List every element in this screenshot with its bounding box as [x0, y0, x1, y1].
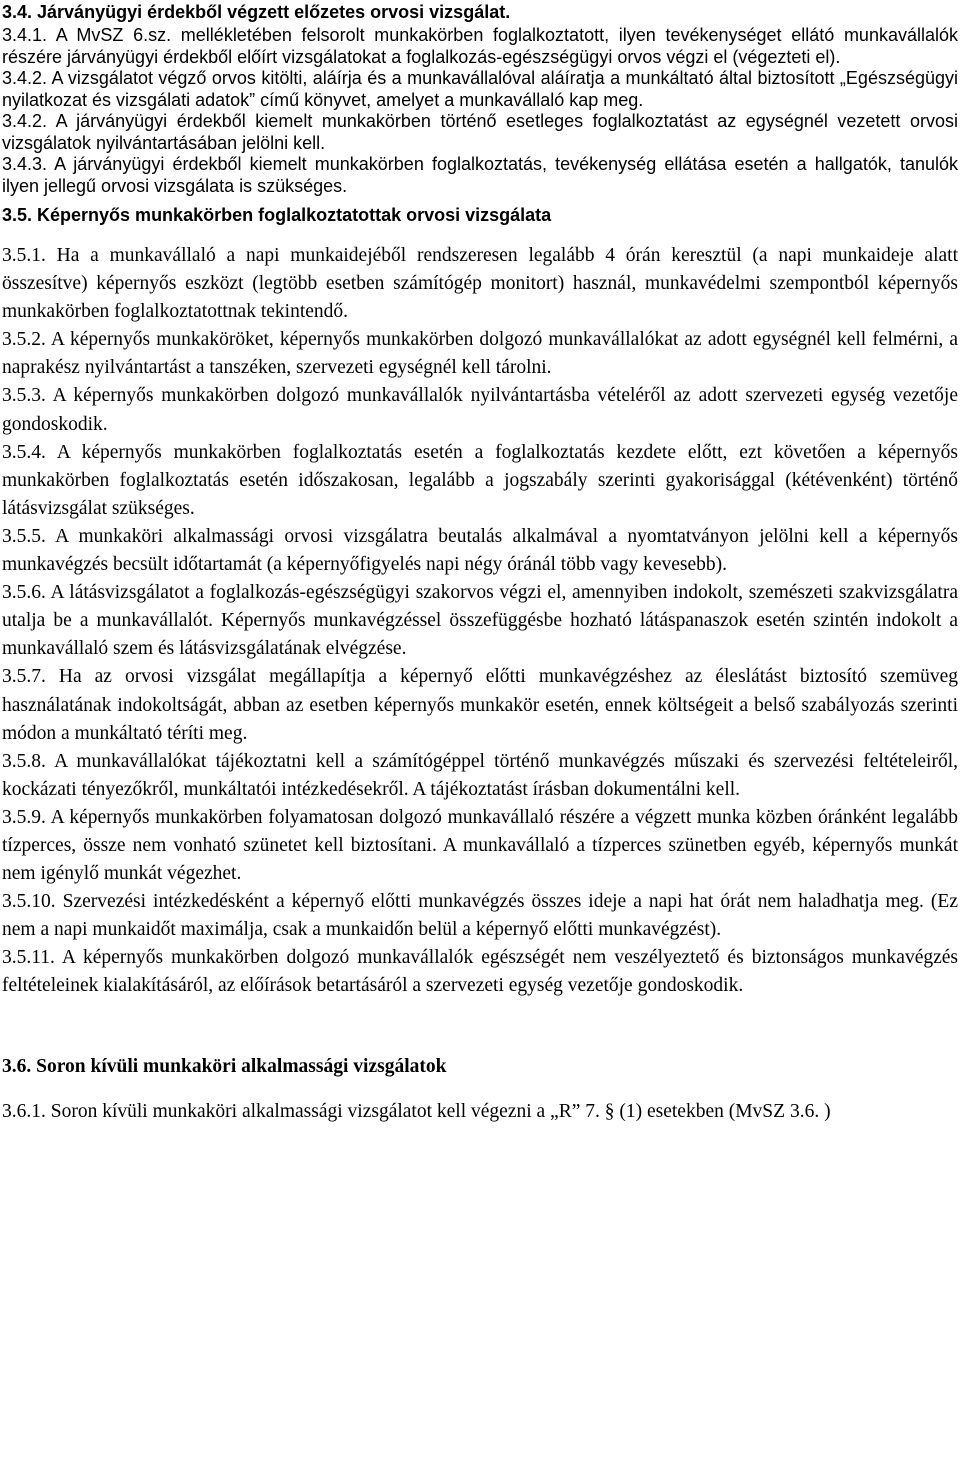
paragraph-3-4-1: 3.4.1. A MvSZ 6.sz. mellékletében felsorolt munkakörben foglalkoztatott, ilyen tevékenységet ellátó munkavállalók részére járványügyi érdekből előírt vizsgálatokat a foglalkozás-egészségügyi orvos végzi el (végezteti el).	[2, 25, 958, 67]
paragraph-3-6-1: 3.6.1. Soron kívüli munkaköri alkalmassági vizsgálatot kell végezni a „R” 7. § (1) esetekben (MvSZ 3.6. )	[2, 1100, 831, 1122]
paragraph-3-5-6: 3.5.6. A látásvizsgálatot a foglalkozás-egészségügyi szakorvos végzi el, amennyiben indokolt, szemészeti szakvizsgálatra utalja be a munkavállalót. Képernyős munkavégzéssel összefüggésbe hozható látáspanaszok esetén szintén indokolt a munkavállaló szem és látásvizsgálatának elvégzése.	[2, 582, 958, 660]
document-page	[2, 0, 958, 1126]
section-heading-3-4: 3.4. Járványügyi érdekből végzett előzetes orvosi vizsgálat.	[2, 2, 511, 22]
paragraph-3-5-8: 3.5.8. A munkavállalókat tájékoztatni kell a számítógéppel történő munkavégzés műszaki és szervezési feltételeiről, kockázati tényezőkről, munkáltatói intézkedésekről. A tájékoztatást írásban dokumentálni kell.	[2, 750, 958, 800]
paragraph-3-4-2-b: 3.4.2. A járványügyi érdekből kiemelt munkakörben történő esetleges foglalkoztatást az egységnél vezetett orvosi vizsgálatok nyilvántartásában jelölni kell.	[2, 111, 958, 153]
paragraph-3-4-3: 3.4.3. A járványügyi érdekből kiemelt munkakörben foglalkoztatás, tevékenység ellátása esetén a hallgatók, tanulók ilyen jellegű orvosi vizsgálata is szükséges.	[2, 154, 958, 196]
paragraph-3-5-10: 3.5.10. Szervezési intézkedésként a képernyő előtti munkavégzés összes ideje a napi hat órát nem haladhatja meg. (Ez nem a napi munkaidőt maximálja, csak a munkaidőn belül a képernyő előtti munkavégzést).	[2, 891, 958, 941]
paragraph-3-5-4: 3.5.4. A képernyős munkakörben foglalkoztatás esetén a foglalkoztatás kezdete előtt, ezt követően a képernyős munkakörben foglalkoztatás esetén időszakosan, legalább a jogszabály szerinti gyakorisággal (kétévenként) történő látásvizsgálat szükséges.	[2, 441, 958, 519]
section-heading-3-5: 3.5. Képernyős munkakörben foglalkoztatottak orvosi vizsgálata	[2, 205, 552, 225]
section-3-5-items	[2, 242, 958, 1001]
section-heading-3-6: 3.6. Soron kívüli munkaköri alkalmassági vizsgálatok	[2, 1055, 447, 1077]
paragraph-3-5-1: 3.5.1. Ha a munkavállaló a napi munkaidejéből rendszeresen legalább 4 órán keresztül (a napi munkaideje alatt összesítve) képernyős eszközt (legtöbb esetben számítógép monitort) használ, munkavédelmi szempontból képernyős munkakörben foglalkoztatottnak tekintendő.	[2, 245, 958, 323]
paragraph-3-4-2: 3.4.2. A vizsgálatot végző orvos kitölti, aláírja és a munkavállalóval aláíratja a munkáltató által biztosított „Egészségügyi nyilatkozat és vizsgálati adatok” című könyvet, amelyet a munkavállaló kap meg.	[2, 68, 958, 110]
paragraph-3-5-3: 3.5.3. A képernyős munkakörben dolgozó munkavállalók nyilvántartásba vételéről az adott szervezeti egység vezetője gondoskodik.	[2, 385, 958, 435]
paragraph-3-5-2: 3.5.2. A képernyős munkaköröket, képernyős munkakörben dolgozó munkavállalókat az adott egységnél kell felmérni, a naprakész nyilvántartást a tanszéken, szervezeti egységnél kell tárolni.	[2, 329, 958, 379]
paragraph-3-5-9: 3.5.9. A képernyős munkakörben folyamatosan dolgozó munkavállaló részére a végzett munka közben óránként legalább tízperces, össze nem vonható szünetet kell biztosítani. A munkavállaló a tízperces szünetben egyéb, képernyős munkát nem igénylő munkát végezhet.	[2, 806, 958, 885]
paragraph-3-5-11: 3.5.11. A képernyős munkakörben dolgozó munkavállalók egészségét nem veszélyeztető és biztonságos munkavégzés feltételeinek kialakításáról, az előírások betartásáról a szervezeti egység vezetője gondoskodik.	[2, 947, 958, 997]
paragraph-3-5-5: 3.5.5. A munkaköri alkalmassági orvosi vizsgálatra beutalás alkalmával a nyomtatványon jelölni kell a képernyős munkavégzés becsült időtartamát (a képernyőfigyelés napi négy óránál több vagy kevesebb).	[2, 525, 958, 576]
paragraph-3-5-7: 3.5.7. Ha az orvosi vizsgálat megállapítja a képernyő előtti munkavégzéshez az éleslátást biztosító szemüveg használatának indokoltságát, abban az esetben képernyős munkakör esetén, ennek költségeit a belső szabályozás szerinti módon a munkáltató téríti meg.	[2, 666, 958, 744]
